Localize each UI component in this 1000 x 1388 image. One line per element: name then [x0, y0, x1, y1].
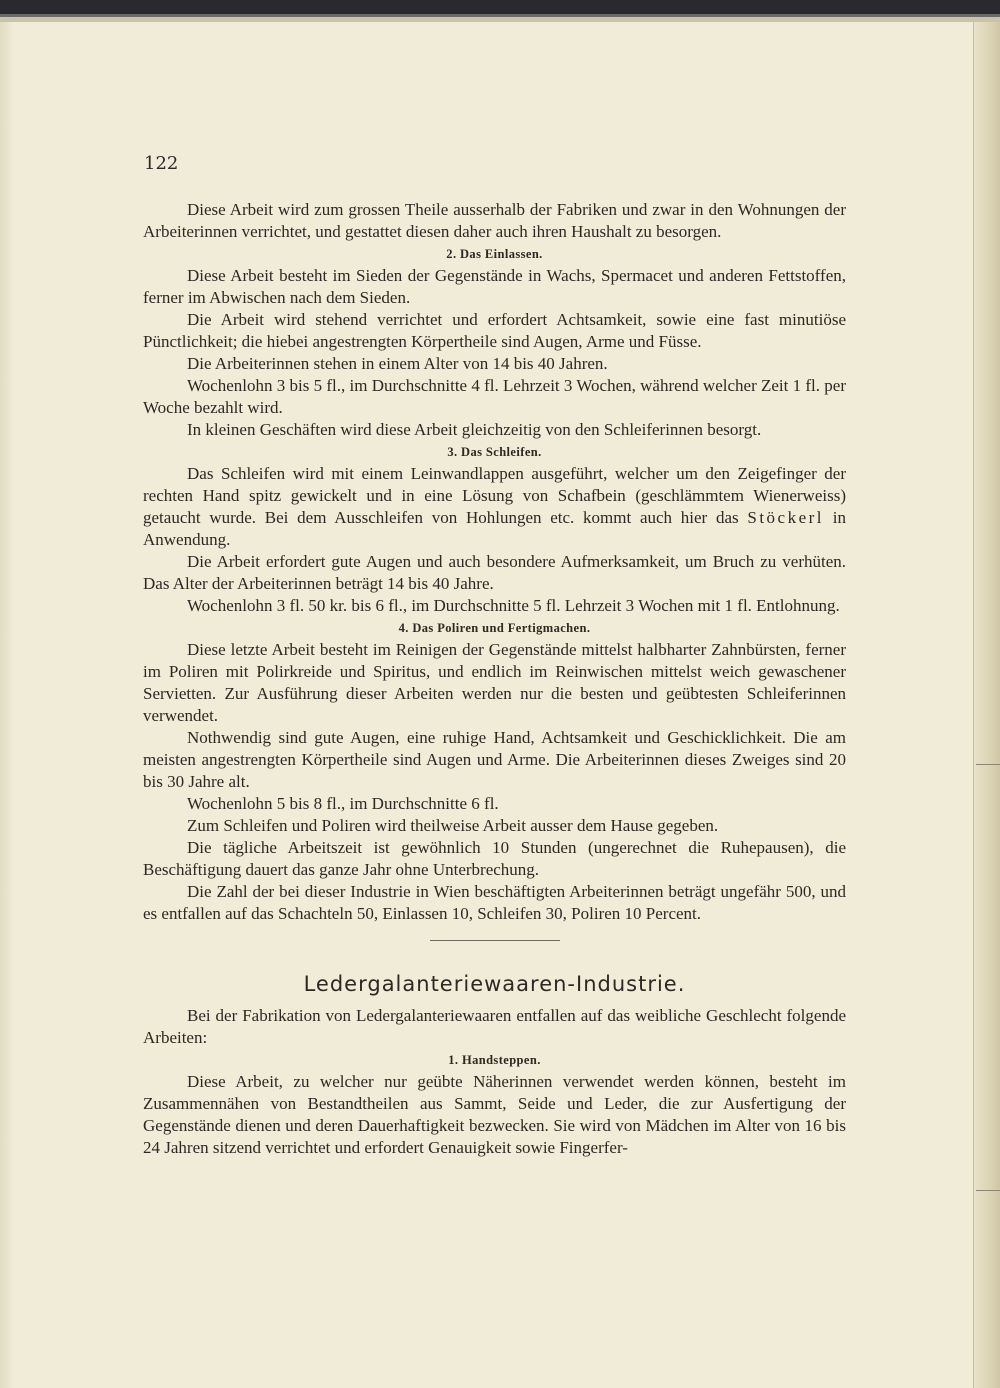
text-run: Das Schleifen wird mit einem Leinwandlappen ausgeführt, welcher um den Zeigefinger der rechten Hand spitz gewickelt und in eine Lösung von Schafbein (geschlämmtem Wienerweiss) getaucht wurde. Bei dem Ausschleifen von Hohlungen etc. kommt auch hier das: [143, 464, 846, 527]
section-heading-einlassen: 2. Das Einlassen.: [446, 247, 543, 261]
paragraph: Zum Schleifen und Poliren wird theilweise Arbeit ausser dem Hause gegeben.: [187, 816, 719, 835]
paragraph: Diese letzte Arbeit besteht im Reinigen der Gegenstände mittelst halbharter Zahnbürsten, ferner im Poliren mit Polirkreide und Spiritus, und endlich im Reinwischen mittelst weich gewaschener Servietten. Zur Ausführung dieser Arbeiten werden nur die besten und geübtesten Schleiferinnen verwendet.: [143, 640, 846, 725]
paragraph: Nothwendig sind gute Augen, eine ruhige Hand, Achtsamkeit und Geschicklichkeit. Die am meisten angestrengten Körpertheile sind Augen und Arme. Die Arbeiterinnen dieses Zweiges sind 20 bis 30 Jahre alt.: [143, 728, 846, 791]
paragraph: Die Arbeit wird stehend verrichtet und erfordert Achtsamkeit, sowie eine fast minutiöse Pünctlichkeit; die hiebei angestrengten Körpertheile sind Augen, Arme und Füsse.: [143, 310, 846, 351]
edge-mark: [976, 764, 1000, 765]
page-right-edge: [973, 22, 1000, 1388]
paragraph: Diese Arbeit besteht im Sieden der Gegenstände in Wachs, Spermacet und anderen Fettstoffen, ferner im Abwischen nach dem Sieden.: [143, 266, 846, 307]
paragraph: Die tägliche Arbeitszeit ist gewöhnlich 10 Stunden (ungerechnet die Ruhepausen), die Beschäftigung dauert das ganze Jahr ohne Unterbrechung.: [143, 838, 846, 879]
paragraph: Die Arbeit erfordert gute Augen und auch besondere Aufmerksamkeit, um Bruch zu verhüten. Das Alter der Arbeiterinnen beträgt 14 bis 40 Jahre.: [143, 552, 846, 593]
page-body: [143, 199, 846, 1159]
section-heading-poliren: 4. Das Poliren und Fertigmachen.: [398, 621, 591, 635]
divider: [430, 940, 560, 941]
paragraph: Wochenlohn 3 fl. 50 kr. bis 6 fl., im Durchschnitte 5 fl. Lehrzeit 3 Wochen mit 1 fl. Entlohnung.: [187, 596, 840, 615]
paragraph: Wochenlohn 3 bis 5 fl., im Durchschnitte 4 fl. Lehrzeit 3 Wochen, während welcher Zeit 1 fl. per Woche bezahlt wird.: [143, 376, 846, 417]
paragraph: Wochenlohn 5 bis 8 fl., im Durchschnitte 6 fl.: [187, 794, 499, 813]
paragraph: Bei der Fabrikation von Ledergalanteriewaaren entfallen auf das weibliche Geschlecht folgende Arbeiten:: [143, 1006, 846, 1047]
paragraph: In kleinen Geschäften wird diese Arbeit gleichzeitig von den Schleiferinnen besorgt.: [187, 420, 762, 439]
paragraph: [143, 463, 846, 551]
spaced-term: Stöckerl: [747, 508, 825, 527]
text-run: in Anwendung.: [143, 508, 847, 549]
section-heading-schleifen: 3. Das Schleifen.: [447, 445, 542, 459]
page-number: 122: [144, 153, 179, 174]
edge-mark: [976, 1190, 1000, 1191]
paragraph: Die Zahl der bei dieser Industrie in Wien beschäftigten Arbeiterinnen beträgt ungefähr 500, und es entfallen auf das Schachteln 50, Einlassen 10, Schleifen 30, Poliren 10 Percent.: [143, 882, 846, 923]
section-heading-handsteppen: 1. Handsteppen.: [448, 1053, 541, 1067]
scan-top-border: [0, 0, 1000, 22]
page-left-shadow: [0, 22, 14, 1388]
chapter-heading: Ledergalanteriewaaren-Industrie.: [303, 972, 686, 996]
paragraph: Diese Arbeit wird zum grossen Theile ausserhalb der Fabriken und zwar in den Wohnungen der Arbeiterinnen verrichtet, und gestattet diesen daher auch ihren Haushalt zu besorgen.: [143, 200, 846, 241]
paragraph: Diese Arbeit, zu welcher nur geübte Näherinnen verwendet werden können, besteht im Zusammennähen von Bestandtheilen aus Sammt, Seide und Leder, die zur Ausfertigung der Gegenstände dienen und deren Dauerhaftigkeit bezwecken. Sie wird von Mädchen im Alter von 16 bis 24 Jahren sitzend verrichtet und erfordert Genauigkeit sowie Fingerfer-: [143, 1072, 846, 1157]
paragraph: Die Arbeiterinnen stehen in einem Alter von 14 bis 40 Jahren.: [187, 354, 608, 373]
